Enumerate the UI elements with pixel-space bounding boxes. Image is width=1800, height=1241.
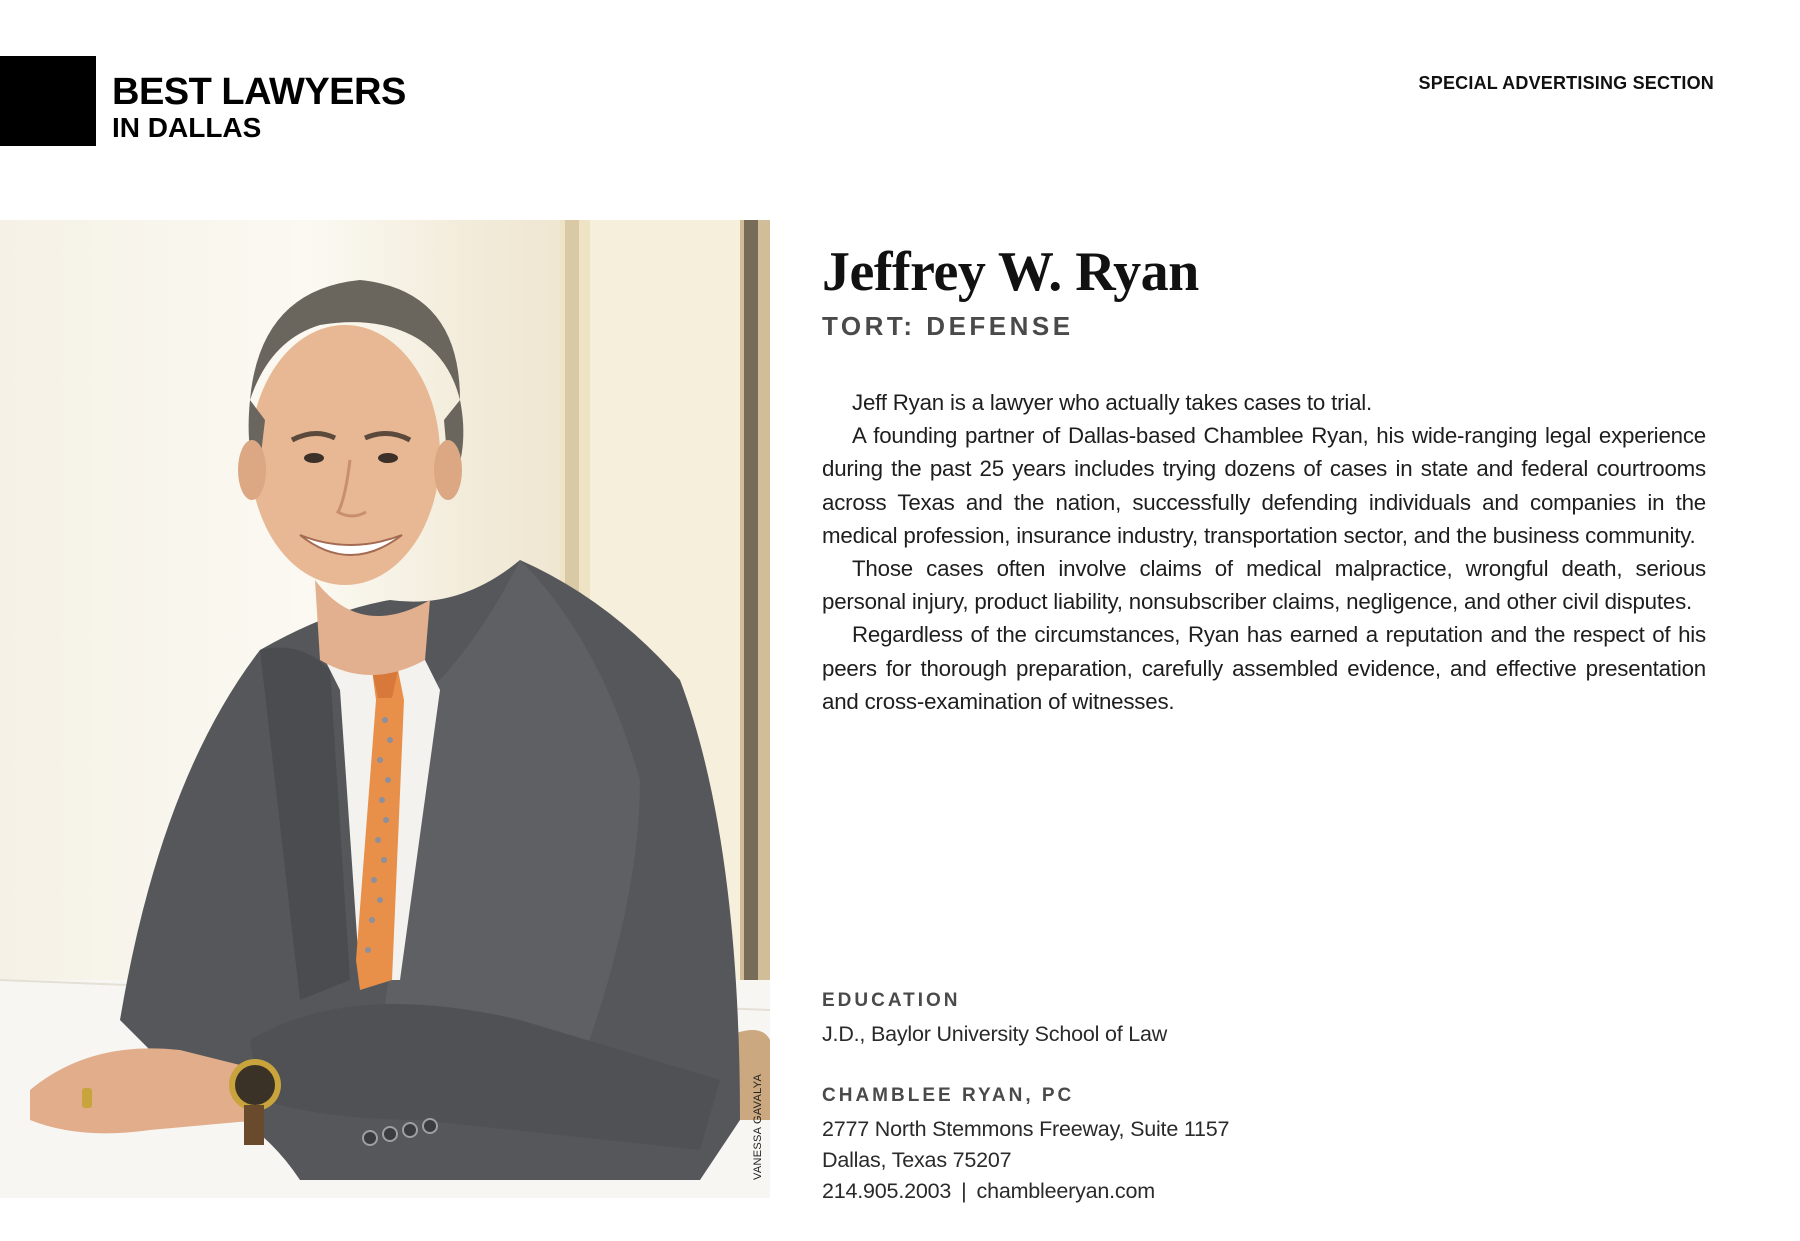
bio-paragraph: A founding partner of Dallas-based Chamblee Ryan, his wide-ranging legal experience during the past 25 years includes trying dozens of cases in state and federal courtrooms across Texas and the nation, successfully defending individuals and companies in the medical profession, insurance industry, transportation sector, and the business community. — [822, 423, 1706, 548]
firm-website[interactable]: chambleeryan.com — [976, 1179, 1155, 1203]
brand-title: BEST LAWYERS — [112, 71, 406, 113]
lawyer-name: Jeffrey W. Ryan — [822, 241, 1199, 303]
portrait-photo — [0, 220, 770, 1198]
bio-paragraph: Regardless of the circumstances, Ryan has earned a reputation and the respect of his peers for thorough preparation, carefully assembled evidence, and effective presentation and cross-examination of witnesses. — [822, 622, 1706, 714]
firm-heading: CHAMBLEE RYAN, PC — [822, 1085, 1075, 1106]
education-section — [822, 989, 1522, 1050]
section-label: SPECIAL ADVERTISING SECTION — [1418, 73, 1714, 93]
firm-phone: 214.905.2003 — [822, 1179, 952, 1203]
education-heading: EDUCATION — [822, 990, 961, 1011]
brand-subtitle: IN DALLAS — [112, 112, 262, 143]
contact-separator: | — [961, 1179, 967, 1203]
photo-credit: VANESSA GAVALYA — [752, 1073, 764, 1180]
firm-contact — [822, 1176, 1522, 1207]
firm-section — [822, 1084, 1522, 1207]
bio-paragraph: Those cases often involve claims of medical malpractice, wrongful death, serious personal injury, product liability, nonsubscriber claims, negligence, and other civil disputes. — [822, 556, 1706, 615]
firm-address-line1: 2777 North Stemmons Freeway, Suite 1157 — [822, 1117, 1230, 1141]
education-detail: J.D., Baylor University School of Law — [822, 1022, 1168, 1046]
brand-logo — [112, 72, 406, 144]
practice-area: TORT: DEFENSE — [822, 311, 1074, 341]
bio-text — [822, 386, 1706, 718]
firm-address-line2: Dallas, Texas 75207 — [822, 1148, 1012, 1172]
brand-block — [0, 56, 96, 146]
bio-paragraph: Jeff Ryan is a lawyer who actually takes cases to trial. — [852, 390, 1373, 415]
